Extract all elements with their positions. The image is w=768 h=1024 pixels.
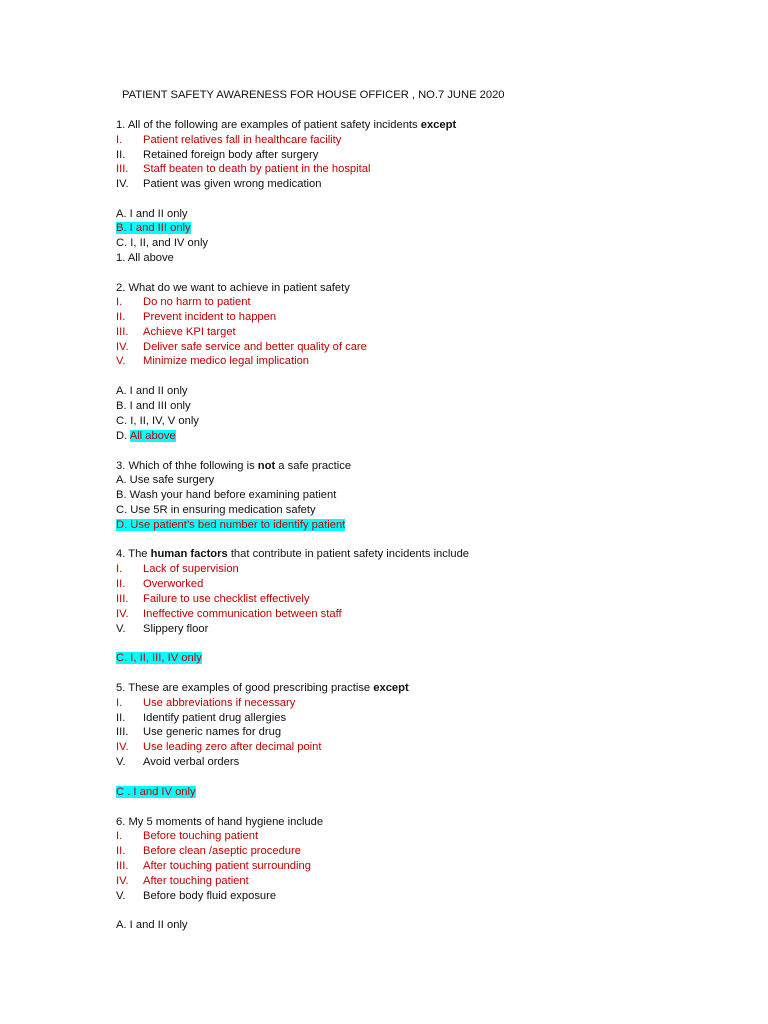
correct-answer-option: D. All above <box>116 430 176 442</box>
correct-answer-option: C. I, II, III, IV only <box>116 652 202 664</box>
correct-answer-option: B. I and III only <box>116 222 191 234</box>
list-item: IV. Ineffective communication between staff <box>116 608 342 620</box>
answer-option: A. I and II only <box>116 208 188 220</box>
list-item: II. Prevent incident to happen <box>116 311 277 323</box>
list-item: III. After touching patient surrounding <box>116 860 311 872</box>
correct-answer-option: C . I and IV only <box>116 786 196 798</box>
list-item: IV. Patient was given wrong medication <box>116 178 322 190</box>
question-5: 5. These are examples of good prescribing practise except <box>116 682 409 694</box>
list-item: II. Retained foreign body after surgery <box>116 149 319 161</box>
list-item: I. Patient relatives fall in healthcare facility <box>116 134 342 146</box>
list-item: IV. After touching patient <box>116 875 249 887</box>
answer-option: 1. All above <box>116 252 174 264</box>
list-item: II. Overworked <box>116 578 204 590</box>
correct-answer-option: D. Use patient’s bed number to identify patient <box>116 519 346 531</box>
list-item: V. Before body fluid exposure <box>116 890 277 902</box>
list-item: V. Avoid verbal orders <box>116 756 240 768</box>
list-item: I. Use abbreviations if necessary <box>116 697 296 709</box>
list-item: I. Before touching patient <box>116 830 259 842</box>
list-item: IV. Deliver safe service and better quality of care <box>116 341 367 353</box>
list-item: III. Staff beaten to death by patient in the hospital <box>116 163 371 175</box>
answer-option: A. I and II only <box>116 385 188 397</box>
list-item: IV. Use leading zero after decimal point <box>116 741 322 753</box>
document-title: PATIENT SAFETY AWARENESS FOR HOUSE OFFICER , NO.7 JUNE 2020 <box>122 89 505 101</box>
answer-option: A. I and II only <box>116 919 188 931</box>
list-item: V. Minimize medico legal implication <box>116 355 310 367</box>
list-item: V. Slippery floor <box>116 623 209 635</box>
list-item: II. Identify patient drug allergies <box>116 712 287 724</box>
question-6: 6. My 5 moments of hand hygiene include <box>116 816 324 828</box>
answer-option: B. Wash your hand before examining patient <box>116 489 337 501</box>
list-item: I. Lack of supervision <box>116 563 239 575</box>
question-3: 3. Which of thhe following is not a safe practice <box>116 460 352 472</box>
question-4: 4. The human factors that contribute in patient safety incidents include <box>116 548 470 560</box>
answer-option: C. I, II, and IV only <box>116 237 209 249</box>
question-1: 1. All of the following are examples of patient safety incidents except <box>116 119 457 131</box>
list-item: III. Achieve KPI target <box>116 326 236 338</box>
list-item: I. Do no harm to patient <box>116 296 251 308</box>
question-2: 2. What do we want to achieve in patient safety <box>116 282 350 294</box>
answer-option: C. Use 5R in ensuring medication safety <box>116 504 316 516</box>
list-item: II. Before clean /aseptic procedure <box>116 845 301 857</box>
list-item: III. Failure to use checklist effectively <box>116 593 310 605</box>
answer-option: A. Use safe surgery <box>116 474 215 486</box>
answer-option: C. I, II, IV, V only <box>116 415 199 427</box>
list-item: III. Use generic names for drug <box>116 726 282 738</box>
answer-option: B. I and III only <box>116 400 191 412</box>
